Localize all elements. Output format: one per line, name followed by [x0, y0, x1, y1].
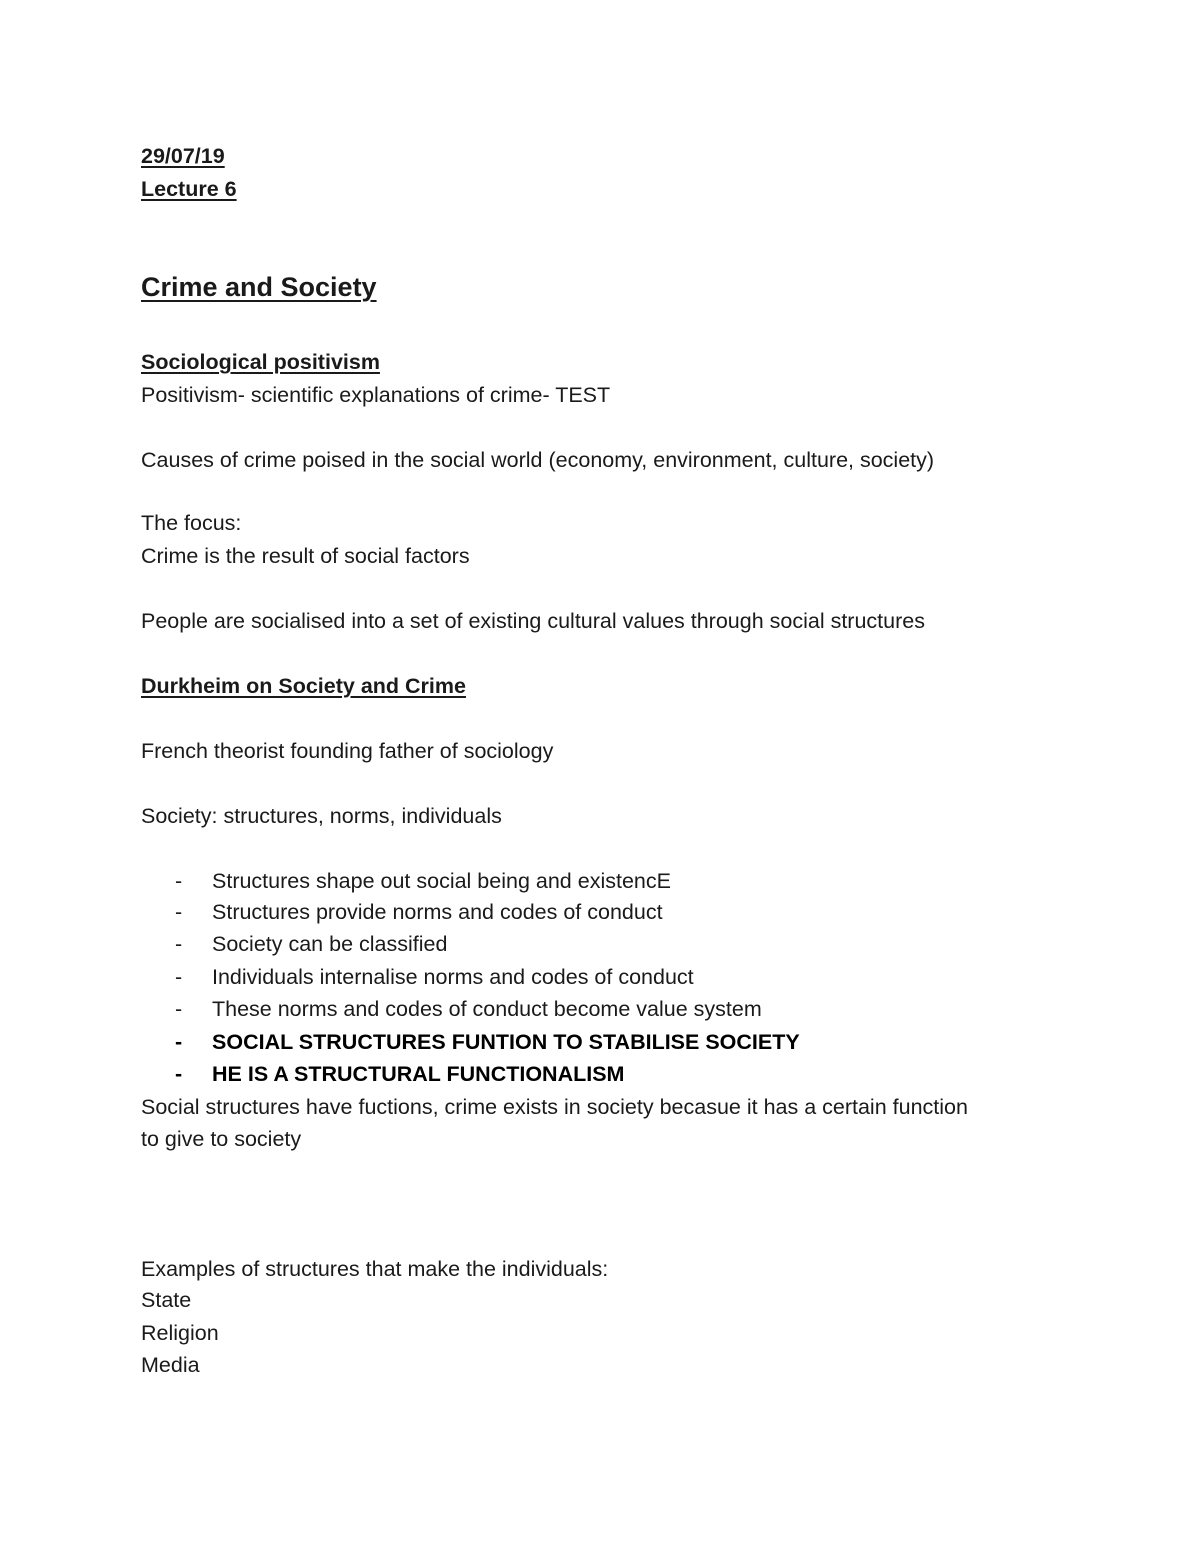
body-text: Positivism- scientific explanations of crime- TEST: [141, 383, 611, 407]
body-text: People are socialised into a set of existing cultural values through social structures: [141, 609, 925, 633]
section-heading-durkheim: Durkheim on Society and Crime: [141, 674, 466, 698]
body-text: The focus:: [141, 511, 242, 535]
bullet-dash: -: [175, 932, 183, 956]
body-text: Examples of structures that make the individuals:: [141, 1257, 609, 1281]
body-text: Society: structures, norms, individuals: [141, 804, 502, 828]
list-item-text: Society can be classified: [212, 932, 448, 956]
lecture-heading: Lecture 6: [141, 177, 237, 201]
body-text: to give to society: [141, 1127, 302, 1151]
list-item-text: HE IS A STRUCTURAL FUNCTIONALISM: [212, 1062, 625, 1086]
bullet-dash: -: [175, 869, 183, 893]
page-title: Crime and Society: [141, 272, 377, 302]
bullet-dash: -: [175, 1062, 183, 1086]
list-item-text: Structures shape out social being and existencE: [212, 869, 671, 893]
list-item-text: SOCIAL STRUCTURES FUNTION TO STABILISE SOCIETY: [212, 1030, 800, 1054]
bullet-dash: -: [175, 965, 183, 989]
list-item-text: Structures provide norms and codes of conduct: [212, 900, 663, 924]
list-item: State: [141, 1288, 192, 1312]
section-heading-sociological-positivism: Sociological positivism: [141, 350, 380, 374]
list-item-text: Individuals internalise norms and codes of conduct: [212, 965, 694, 989]
bullet-dash: -: [175, 1030, 183, 1054]
list-item: Media: [141, 1353, 200, 1377]
body-text: Social structures have fuctions, crime exists in society becasue it has a certain function: [141, 1095, 968, 1119]
date-heading: 29/07/19: [141, 144, 225, 168]
list-item: Religion: [141, 1321, 219, 1345]
list-item-text: These norms and codes of conduct become value system: [212, 997, 762, 1021]
body-text: Causes of crime poised in the social world (economy, environment, culture, society): [141, 448, 935, 472]
body-text: Crime is the result of social factors: [141, 544, 470, 568]
body-text: French theorist founding father of sociology: [141, 739, 554, 763]
bullet-dash: -: [175, 900, 183, 924]
bullet-dash: -: [175, 997, 183, 1021]
